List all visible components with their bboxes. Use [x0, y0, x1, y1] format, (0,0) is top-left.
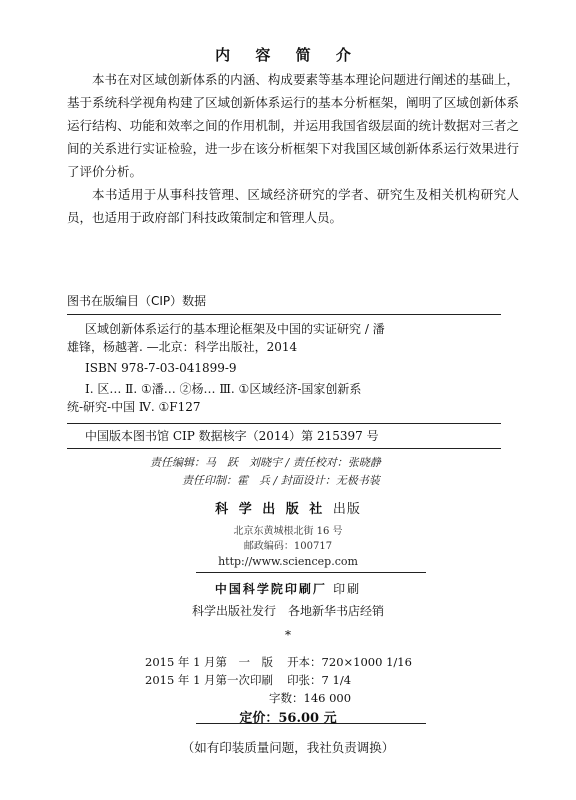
cip-title-line-1: 区域创新体系运行的基本理论框架及中国的实证研究 / 潘 [85, 322, 385, 336]
cip-entry [67, 315, 501, 424]
cip-class-line-2: 统-研究-中国 Ⅳ. ①F127 [67, 400, 201, 414]
publisher-postcode: 邮政编码：100717 [243, 541, 333, 552]
intro-paragraph-1: 本书在对区域创新体系的内涵、构成要素等基本理论问题进行阐述的基础上，基于系统科学视角构建了区域创新体系运行的基本分析框架，阐明了区域创新体系运行结构、功能和效率之间的作用机制，并运用我国省级层面的统计数据对三者之间的关系进行实证检验，进一步在该分析框架下对我国区域创新体系运行效果进行了评价分析。 [67, 72, 519, 179]
printer-suffix: 印刷 [333, 582, 362, 596]
separator-star: * [285, 628, 291, 642]
cip-classification [67, 380, 501, 416]
publisher-name: 科 学 出 版 社 [215, 502, 326, 517]
cip-record-number: 中国版本图书馆 CIP 数据核字（2014）第 215397 号 [67, 424, 501, 449]
credits-line-1: 责任编辑：马 跃 刘晓宇 / 责任校对：张晓静 [150, 456, 381, 469]
credits-line-2: 责任印制：霍 兵 / 封面设计：无极书装 [182, 474, 380, 487]
spec-format: 开本：720×1000 1/16 [287, 655, 412, 669]
cip-isbn: ISBN 978-7-03-041899-9 [85, 361, 237, 375]
divider-bottom [196, 723, 426, 724]
spec-printing: 2015 年 1 月第一次印刷 [145, 673, 274, 687]
spec-sheets: 印张：7 1/4 [287, 673, 352, 687]
publisher-line [0, 498, 576, 517]
quality-notice: （如有印装质量问题，我社负责调换） [181, 740, 395, 755]
printer-line [0, 580, 576, 597]
intro-title: 内 容 简 介 [215, 46, 361, 64]
distribution-line: 科学出版社发行 各地新华书店经销 [191, 604, 384, 618]
cip-title-entry [67, 320, 501, 356]
price: 定价：56.00 元 [239, 711, 337, 726]
cip-heading: 图书在版编目（CIP）数据 [67, 292, 501, 315]
cip-title-line-2: 雄锋，杨越著. —北京：科学出版社，2014 [67, 340, 298, 354]
publisher-address: 北京东黄城根北街 16 号 [233, 526, 343, 537]
spec-edition: 2015 年 1 月第 一 版 [145, 655, 274, 669]
divider-top [196, 572, 426, 573]
intro-paragraph-2: 本书适用于从事科技管理、区域经济研究的学者、研究生及相关机构研究人员，也适用于政府部门科技政策制定和管理人员。 [67, 187, 519, 225]
intro-body [67, 68, 519, 229]
printer-name: 中国科学院印刷厂 [214, 582, 327, 596]
cip-class-line-1: Ⅰ. 区… Ⅱ. ①潘… ②杨… Ⅲ. ①区域经济-国家创新系 [85, 382, 362, 396]
spec-words: 字数：146 000 [269, 691, 352, 705]
spec-printing-row [145, 672, 465, 688]
publisher-website: http://www.sciencep.com [218, 555, 358, 568]
spec-words-row [145, 690, 465, 706]
spec-edition-row [145, 654, 465, 670]
publisher-suffix: 出版 [332, 502, 361, 517]
cip-block [67, 292, 501, 449]
